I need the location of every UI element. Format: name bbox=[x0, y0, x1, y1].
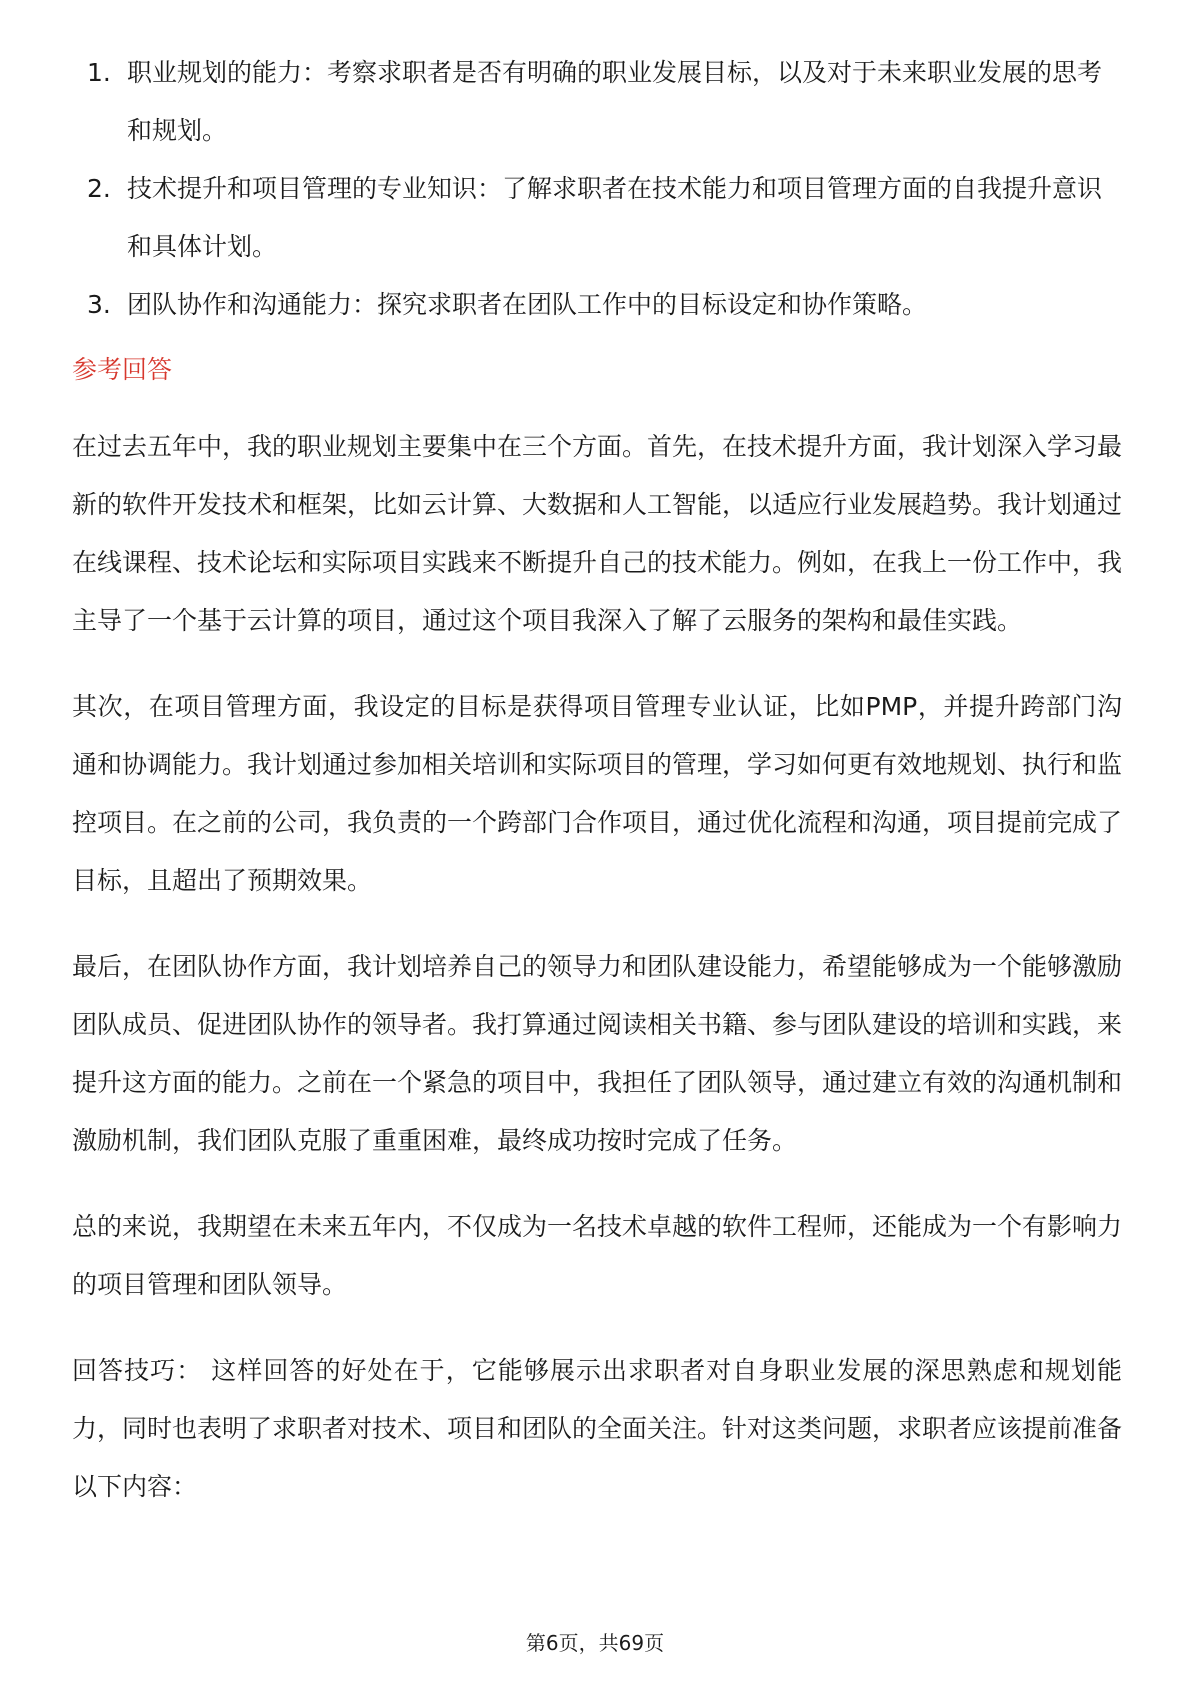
criteria-item bbox=[72, 160, 1122, 276]
criteria-number: 3. bbox=[87, 290, 111, 319]
answer-heading: 参考回答 bbox=[72, 355, 173, 384]
answer-paragraph: 其次，在项目管理方面，我设定的目标是获得项目管理专业认证，比如PMP，并提升跨部门沟通和协调能力。我计划通过参加相关培训和实际项目的管理，学习如何更有效地规划、执行和监控项目。在之前的公司，我负责的一个跨部门合作项目，通过优化流程和沟通，项目提前完成了目标，且超出了预期效果。 bbox=[72, 692, 1123, 895]
answer-paragraph: 最后，在团队协作方面，我计划培养自己的领导力和团队建设能力，希望能够成为一个能够激励团队成员、促进团队协作的领导者。我打算通过阅读相关书籍、参与团队建设的培训和实践，来提升这方面的能力。之前在一个紧急的项目中，我担任了团队领导，通过建立有效的沟通机制和激励机制，我们团队克服了重重困难，最终成功按时完成了任务。 bbox=[72, 952, 1123, 1155]
document-page bbox=[72, 44, 1122, 1516]
answer-paragraph: 总的来说，我期望在未来五年内，不仅成为一名技术卓越的软件工程师，还能成为一个有影响力的项目管理和团队领导。 bbox=[72, 1212, 1123, 1299]
answer-tips: 回答技巧： 这样回答的好处在于，它能够展示出求职者对自身职业发展的深思熟虑和规划能力，同时也表明了求职者对技术、项目和团队的全面关注。针对这类问题，求职者应该提前准备以下内容： bbox=[72, 1356, 1123, 1501]
criteria-text: 团队协作和沟通能力：探究求职者在团队工作中的目标设定和协作策略。 bbox=[127, 290, 928, 319]
criteria-number: 1. bbox=[87, 58, 111, 87]
criteria-item bbox=[72, 44, 1122, 160]
criteria-text: 技术提升和项目管理的专业知识：了解求职者在技术能力和项目管理方面的自我提升意识和具体计划。 bbox=[127, 174, 1103, 261]
page-number-footer: 第6页，共69页 bbox=[525, 1631, 665, 1655]
criteria-text: 职业规划的能力：考察求职者是否有明确的职业发展目标，以及对于未来职业发展的思考和规划。 bbox=[127, 58, 1103, 145]
criteria-list bbox=[72, 44, 1122, 334]
criteria-item bbox=[72, 276, 1122, 334]
criteria-number: 2. bbox=[87, 174, 111, 203]
answer-paragraph: 在过去五年中，我的职业规划主要集中在三个方面。首先，在技术提升方面，我计划深入学习最新的软件开发技术和框架，比如云计算、大数据和人工智能，以适应行业发展趋势。我计划通过在线课程、技术论坛和实际项目实践来不断提升自己的技术能力。例如，在我上一份工作中，我主导了一个基于云计算的项目，通过这个项目我深入了解了云服务的架构和最佳实践。 bbox=[72, 432, 1123, 635]
